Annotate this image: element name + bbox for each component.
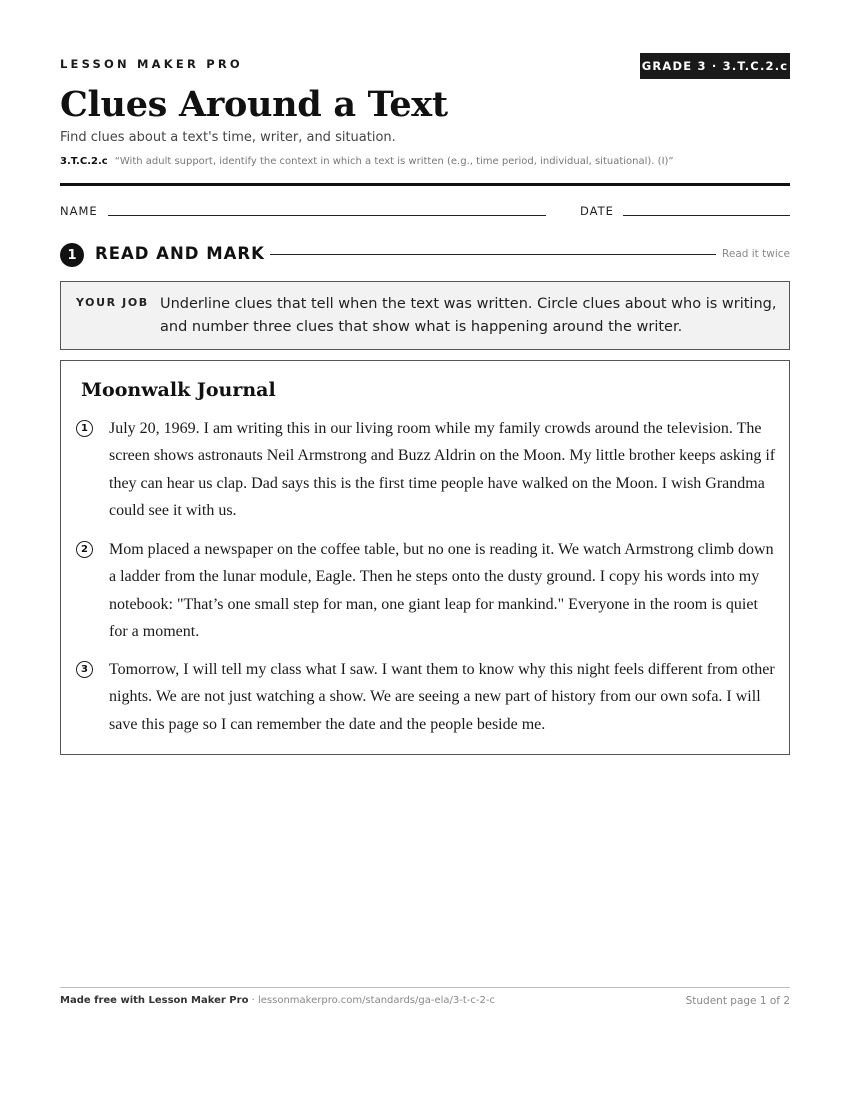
name-label: NAME [60, 204, 98, 218]
job-text: Underline clues that tell when the text was written. Circle clues about who is writing, and number three clues that show what is happening around the writer. [160, 296, 777, 335]
name-line[interactable] [108, 215, 546, 216]
standard-text: “With adult support, identify the context in which a text is written (e.g., time period, individual, situational). (I)” [114, 156, 674, 167]
header-divider [60, 183, 790, 186]
footer-divider [60, 987, 790, 988]
job-label: YOUR JOB [76, 296, 149, 309]
section-rule [270, 254, 716, 255]
footer-made-with: Made free with Lesson Maker Pro [60, 995, 249, 1006]
paragraph-number: 3 [76, 661, 93, 678]
footer-credit [60, 995, 495, 1006]
date-line[interactable] [623, 215, 790, 216]
footer-separator: · [248, 995, 258, 1006]
section-number-badge: 1 [60, 243, 84, 267]
paragraph-number: 1 [76, 420, 93, 437]
paragraph-text: Mom placed a newspaper on the coffee table, but no one is reading it. We watch Armstrong climb down a ladder from the lunar module, Eagle. Then he steps onto the dusty ground. I copy his words into my notebook: "That’s one small step for man, one giant leap for mankind." Everyone in the room is quiet for a moment. [109, 541, 774, 640]
paragraph-number: 2 [76, 541, 93, 558]
paragraph-text: Tomorrow, I will tell my class what I saw. I want them to know why this night feels different from other nights. We are not just watching a show. We are seeing a new part of history from our own sofa. I will save this page so I can remember the date and the people beside me. [109, 661, 775, 733]
passage-box [60, 360, 790, 755]
standard-line [60, 156, 674, 167]
paragraph-text: July 20, 1969. I am writing this in our living room while my family crowds around the television. The screen shows astronauts Neil Armstrong and Buzz Aldrin on the Moon. My little brother keeps asking if they can hear us clap. Dad says this is the first time people have walked on the Moon. I wish Grandma could see it with us. [109, 420, 776, 519]
standard-code: 3.T.C.2.c [60, 156, 108, 167]
worksheet-page [60, 0, 790, 1100]
grade-badge: GRADE 3 · 3.T.C.2.c [640, 53, 790, 79]
footer-page-number: Student page 1 of 2 [685, 995, 790, 1007]
date-label: DATE [580, 204, 614, 218]
section-note: Read it twice [722, 248, 790, 260]
footer-url-link[interactable]: lessonmakerpro.com/standards/ga-ela/3-t-c-2-c [257, 995, 495, 1006]
passage-title: Moonwalk Journal [81, 379, 276, 401]
job-box [60, 281, 790, 350]
section-title: READ AND MARK [95, 244, 265, 263]
page-subtitle: Find clues about a text's time, writer, and situation. [60, 130, 396, 145]
page-title: Clues Around a Text [60, 84, 448, 125]
brand-name: LESSON MAKER PRO [60, 57, 243, 71]
